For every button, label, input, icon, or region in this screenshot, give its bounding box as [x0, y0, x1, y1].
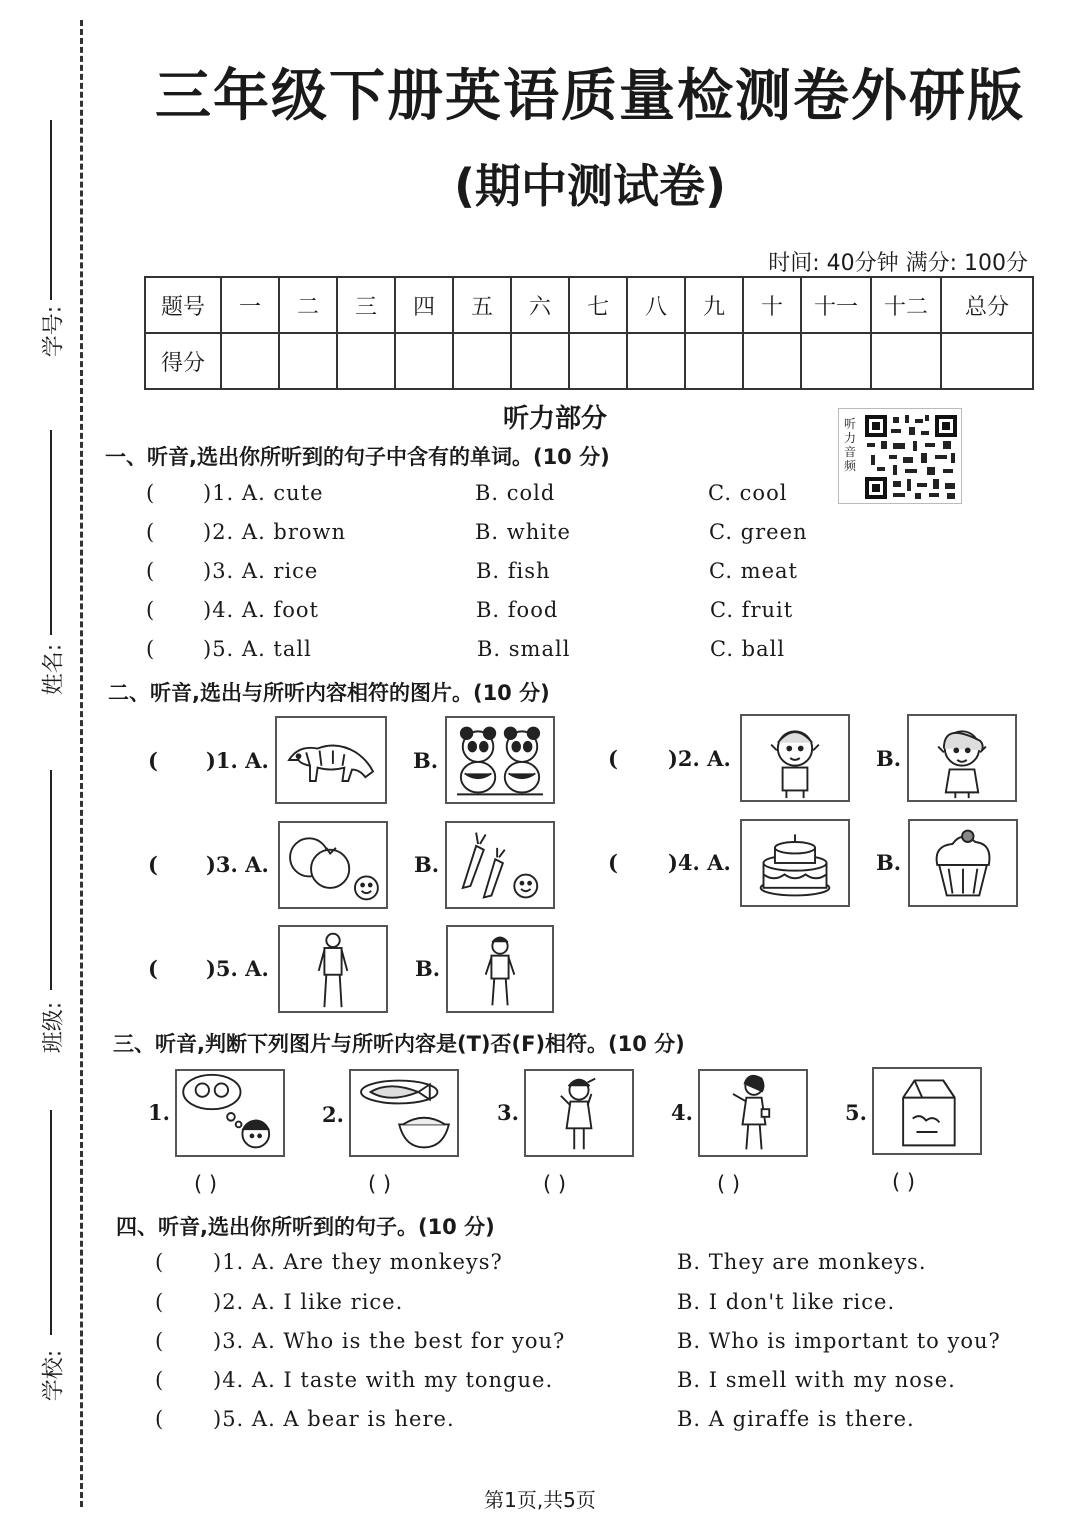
tf-number: 3. [497, 1100, 519, 1125]
option-a: )1. A. Are they monkeys? [213, 1250, 503, 1274]
score-input-cell[interactable] [395, 333, 453, 389]
panda-icon [447, 718, 553, 802]
option-b: B. A giraffe is there. [677, 1407, 915, 1431]
score-row-label: 得分 [145, 333, 221, 389]
option-b-label: B. [415, 956, 441, 981]
exam-time-and-score: 时间: 40分钟 满分: 100分 [768, 251, 1028, 276]
score-header-cell: 六 [511, 277, 569, 333]
tf-answer-paren[interactable]: ( ) [194, 1172, 218, 1196]
answer-paren[interactable]: ( [148, 748, 158, 773]
option-c: C. green [709, 520, 808, 544]
score-header-cell: 一 [221, 277, 279, 333]
woman-pointing-icon [700, 1071, 806, 1155]
class-field[interactable] [22, 770, 72, 1070]
girl-covering-ears-icon [909, 716, 1015, 800]
option-b-label: B. [876, 746, 902, 771]
fish-and-rice-picture[interactable] [349, 1069, 459, 1157]
tf-number: 1. [148, 1100, 170, 1125]
option-a: )5. A. tall [203, 637, 312, 661]
score-header-cell: 七 [569, 277, 627, 333]
option-b: B. small [477, 637, 571, 661]
part4-question-row [0, 1250, 1080, 1286]
score-input-cell[interactable] [453, 333, 511, 389]
part4-question-row [0, 1368, 1080, 1404]
option-b: B. cold [475, 481, 556, 505]
tf-number: 2. [322, 1102, 344, 1127]
score-header-cell: 十 [743, 277, 801, 333]
carrots-smile-picture[interactable] [445, 821, 555, 909]
woman-pointing-picture[interactable] [698, 1069, 808, 1157]
option-a-label: )3. A. [206, 852, 269, 877]
option-b-label: B. [876, 850, 902, 875]
option-a: )3. A. Who is the best for you? [213, 1329, 566, 1353]
girl-eating-picture[interactable] [524, 1069, 634, 1157]
score-input-cell[interactable] [279, 333, 337, 389]
score-input-cell[interactable] [871, 333, 941, 389]
option-b: B. food [476, 598, 559, 622]
part4-question-row [0, 1407, 1080, 1443]
student-number-field[interactable] [22, 120, 72, 370]
option-b: B. white [475, 520, 571, 544]
option-a: )1. A. cute [203, 481, 324, 505]
score-input-cell[interactable] [569, 333, 627, 389]
tf-number: 4. [671, 1100, 693, 1125]
answer-paren[interactable]: ( [155, 1250, 165, 1274]
exam-subtitle: (期中测试卷) [453, 159, 727, 213]
boy-covering-ears-icon [742, 716, 848, 800]
score-header-cell: 总分 [941, 277, 1033, 333]
answer-paren[interactable]: ( [146, 481, 156, 505]
option-a: )5. A. A bear is here. [213, 1407, 455, 1431]
cake-icon [742, 821, 848, 905]
option-a-label: )1. A. [206, 748, 269, 773]
student-name-label: 姓名: [41, 643, 67, 696]
answer-paren[interactable]: ( [155, 1329, 165, 1353]
answer-paren[interactable]: ( [608, 746, 618, 771]
answer-paren[interactable]: ( [146, 598, 156, 622]
girl-thinking-of-animals-picture[interactable] [175, 1069, 285, 1157]
answer-paren[interactable]: ( [148, 852, 158, 877]
answer-paren[interactable]: ( [146, 520, 156, 544]
option-a: )4. A. I taste with my tongue. [213, 1368, 554, 1392]
part4-title: 四、听音,选出你所听到的句子。(10 分) [116, 1215, 495, 1239]
student-number-line [50, 120, 52, 300]
tomatoes-smile-picture[interactable] [278, 821, 388, 909]
tf-answer-paren[interactable]: ( ) [717, 1172, 741, 1196]
option-b: B. I don't like rice. [677, 1290, 896, 1314]
option-a: )4. A. foot [203, 598, 319, 622]
tf-number: 5. [845, 1100, 867, 1125]
part1-title: 一、听音,选出你所听到的句子中含有的单词。(10 分) [105, 445, 610, 469]
short-boy-icon [448, 927, 552, 1011]
part1-question-row [0, 559, 1080, 595]
girl-thinking-icon [177, 1071, 283, 1155]
part1-question-row [0, 598, 1080, 634]
answer-paren[interactable]: ( [155, 1290, 165, 1314]
tall-man-picture[interactable] [278, 925, 388, 1013]
score-header-cell: 四 [395, 277, 453, 333]
pandas-picture[interactable] [445, 716, 555, 804]
option-a: )2. A. I like rice. [213, 1290, 404, 1314]
option-c: C. meat [709, 559, 798, 583]
tf-answer-paren[interactable]: ( ) [368, 1172, 392, 1196]
answer-paren[interactable]: ( [608, 850, 618, 875]
score-table-score-row [145, 333, 1033, 389]
girl-eating-icon [526, 1071, 632, 1155]
score-header-cell: 三 [337, 277, 395, 333]
option-a: )2. A. brown [203, 520, 347, 544]
score-input-cell[interactable] [685, 333, 743, 389]
answer-paren[interactable]: ( [146, 559, 156, 583]
cupcake-icon [910, 821, 1016, 905]
option-a-label: )5. A. [206, 956, 269, 981]
score-input-cell[interactable] [941, 333, 1033, 389]
fish-and-rice-icon [351, 1071, 457, 1155]
part4-question-row [0, 1329, 1080, 1365]
boy-covering-ears-picture[interactable] [740, 714, 850, 802]
option-b-label: B. [414, 852, 440, 877]
tf-answer-paren[interactable]: ( ) [543, 1172, 567, 1196]
option-c: C. ball [710, 637, 786, 661]
score-header-cell: 九 [685, 277, 743, 333]
score-header-cell: 十二 [871, 277, 941, 333]
option-b: B. Who is important to you? [677, 1329, 1001, 1353]
option-b: B. fish [476, 559, 551, 583]
answer-paren[interactable]: ( [155, 1407, 165, 1431]
score-header-cell: 十一 [801, 277, 871, 333]
milk-carton-icon [874, 1069, 980, 1153]
page-number: 第1页,共5页 [484, 1488, 596, 1512]
student-number-label: 学号: [41, 305, 67, 358]
short-boy-picture[interactable] [446, 925, 554, 1013]
option-a: )3. A. rice [203, 559, 319, 583]
score-input-cell[interactable] [627, 333, 685, 389]
score-table-header-row [145, 277, 1033, 333]
part1-question-row [0, 637, 1080, 673]
answer-paren[interactable]: ( [148, 956, 158, 981]
option-b: B. I smell with my nose. [677, 1368, 956, 1392]
school-label: 学校: [41, 1349, 67, 1402]
score-header-cell: 五 [453, 277, 511, 333]
cupcake-picture[interactable] [908, 819, 1018, 907]
score-input-cell[interactable] [221, 333, 279, 389]
answer-paren[interactable]: ( [155, 1368, 165, 1392]
class-line [50, 770, 52, 990]
part1-question-row [0, 481, 1080, 517]
score-header-cell: 题号 [145, 277, 221, 333]
score-header-cell: 二 [279, 277, 337, 333]
tiger-picture[interactable] [275, 716, 387, 804]
part4-question-row [0, 1290, 1080, 1326]
option-a-label: )4. A. [668, 850, 731, 875]
option-c: C. cool [708, 481, 788, 505]
qr-caption: 听力音频 [843, 417, 856, 473]
listening-section-heading: 听力部分 [502, 404, 607, 434]
option-c: C. fruit [710, 598, 794, 622]
part3-title: 三、听音,判断下列图片与所听内容是(T)否(F)相符。(10 分) [113, 1032, 685, 1056]
score-table [144, 276, 1034, 390]
tiger-icon [277, 718, 385, 802]
tall-man-icon [280, 927, 386, 1011]
exam-title: 三年级下册英语质量检测卷外研版 [155, 63, 1025, 129]
class-label: 班级: [41, 1001, 67, 1054]
option-b-label: B. [413, 748, 439, 773]
milk-carton-picture[interactable] [872, 1067, 982, 1155]
part2-title: 二、听音,选出与所听内容相符的图片。(10 分) [108, 681, 550, 705]
score-input-cell[interactable] [743, 333, 801, 389]
cake-picture[interactable] [740, 819, 850, 907]
tf-answer-paren[interactable]: ( ) [892, 1170, 916, 1194]
tomato-icon [280, 823, 386, 907]
score-header-cell: 八 [627, 277, 685, 333]
girl-covering-ears-picture[interactable] [907, 714, 1017, 802]
answer-paren[interactable]: ( [146, 637, 156, 661]
part1-question-row [0, 520, 1080, 556]
option-a-label: )2. A. [668, 746, 731, 771]
score-input-cell[interactable] [337, 333, 395, 389]
score-input-cell[interactable] [801, 333, 871, 389]
carrot-icon [447, 823, 553, 907]
option-b: B. They are monkeys. [677, 1250, 927, 1274]
score-input-cell[interactable] [511, 333, 569, 389]
